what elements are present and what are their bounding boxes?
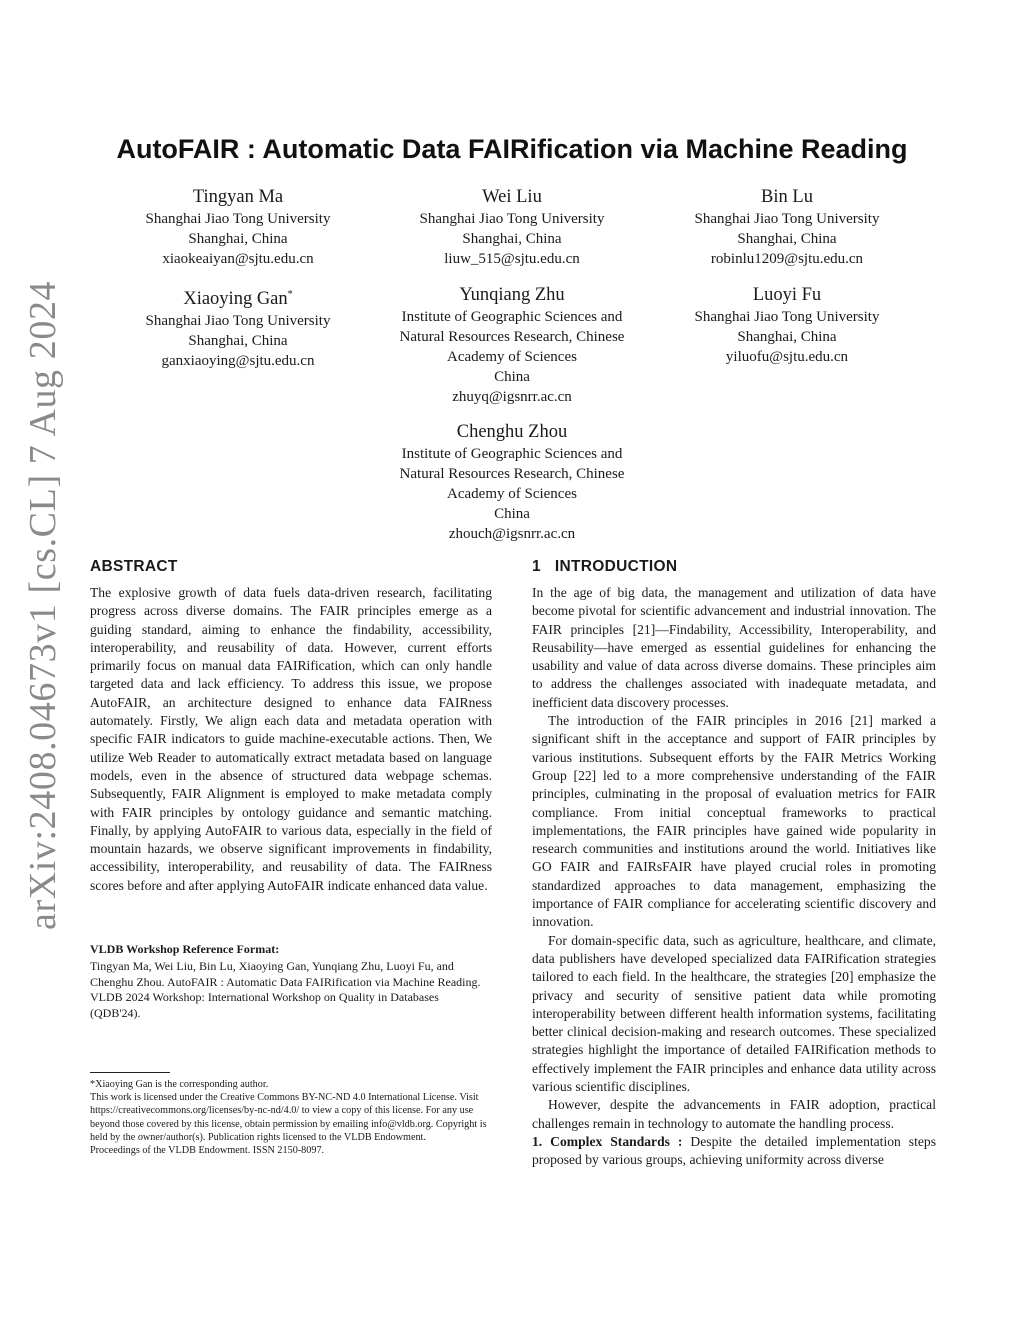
author-location: Shanghai, China xyxy=(188,333,288,350)
author-name: Bin Lu xyxy=(761,187,813,207)
author-location: Shanghai, China xyxy=(462,231,562,247)
author-email: robinlu1209@sjtu.edu.cn xyxy=(710,251,864,267)
author-name: Wei Liu xyxy=(482,187,542,207)
author-name: Tingyan Ma xyxy=(192,187,284,207)
paper-title: AutoFAIR : Automatic Data FAIRification via Machine Reading xyxy=(116,134,908,164)
author-block xyxy=(93,283,383,371)
author-affiliation: Institute of Geographic Sciences and xyxy=(401,309,623,325)
intro-paragraph: In the age of big data, the management and utilization of data have become pivotal for scientific advancement and industrial innovation. The FAIR principles [21]—Findability, Accessibility, Interoperability, and Reusability—have emerged as essential guidelines for enhancing the usability and value of data across diverse domains. These principles aim to address the challenges associated with inadequate metadata, and inefficient data discovery processes. xyxy=(532,585,936,710)
author-block xyxy=(367,420,657,544)
challenge-text: Despite the detailed implementation steps proposed by various groups, achieving uniformity across diverse xyxy=(532,1133,936,1168)
author-location: China xyxy=(494,369,530,385)
intro-paragraph: For domain-specific data, such as agriculture, healthcare, and climate, data publishers have developed specialized data FAIRification strategies tailored to each field. In the healthcare, the strategies [20] emphasize the privacy and security of sensitive patient data while promoting interoperability between different health information systems, facilitating better clinical decision-making and research outcomes. These specialized strategies highlight the importance of detailed FAIRification methods to effectively implement the FAIR principles and enhance data utility across various scientific disciplines. xyxy=(532,932,936,1095)
abstract-heading: ABSTRACT xyxy=(90,558,178,575)
author-block xyxy=(93,185,383,269)
intro-paragraph: The introduction of the FAIR principles in 2016 [21] marked a significant shift in the acceptance and support of FAIR principles by various institutions. Subsequent efforts by the FAIR Metrics Working Group [22] led to a more comprehensive understanding of the FAIR principles, culminating in the proposal of evaluation metrics for FAIR compliance. From initial conceptual frameworks to practical implementations, the FAIR principles have gained wide popularity in research communities and institutions around the world. Initiatives like GO FAIR and FAIRsFAIR have played crucial roles in promoting standardized approaches to data management, emphasizing the importance of FAIR compliance for accelerating scientific discovery and innovation. xyxy=(532,713,936,930)
arxiv-identifier: arXiv:2408.04673v1 [cs.CL] 7 Aug 2024 xyxy=(22,280,64,930)
reference-format-text: Tingyan Ma, Wei Liu, Bin Lu, Xiaoying Gan, Yunqiang Zhu, Luoyi Fu, and Chenghu Zhou. AutoFAIR : Automatic Data FAIRification via Machine Reading. VLDB 2024 Workshop: International Workshop on Quality in Databases (QDB'24). xyxy=(90,959,481,1020)
footnote-proceedings: Proceedings of the VLDB Endowment. ISSN 2150-8097. xyxy=(90,1145,325,1157)
challenge-label: 1. Complex Standards : xyxy=(532,1133,683,1149)
author-name: Chenghu Zhou xyxy=(456,422,568,442)
author-affiliation: Academy of Sciences xyxy=(447,349,577,365)
abstract-text: The explosive growth of data fuels data-driven research, facilitating progress across diverse domains. The FAIR principles emerge as a guiding standard, aiming to enhance the findability, accessibility, interoperability, and reusability of data. However, current efforts primarily focus on manual data FAIRification, which can only handle targeted data and lack efficiency. To address this issue, we propose AutoFAIR, an architecture designed to enhance data FAIRness automately. Firstly, We align each data and metadata operation with specific FAIR indicators to guide machine-executable actions. Then, We utilize Web Reader to automatically extract metadata based on language models, even in the absence of structured data webpage schemas. Subsequently, FAIR Alignment is employed to make metadata comply with FAIR principles by ontology guidance and semantic matching. Finally, by applying AutoFAIR to various data, especially in the field of mountain hazards, we observe significant improvements in findability, accessibility, interoperability, and reusability of data. The FAIRness scores before and after applying AutoFAIR indicate enhanced data value. xyxy=(90,585,492,893)
section-title: INTRODUCTION xyxy=(554,558,678,575)
author-email: zhuyq@igsnrr.ac.cn xyxy=(452,389,572,405)
author-email: ganxiaoying@sjtu.edu.cn xyxy=(161,353,315,370)
author-email: xiaokeaiyan@sjtu.edu.cn xyxy=(162,251,314,267)
author-affiliation: Shanghai Jiao Tong University xyxy=(145,211,331,227)
author-affiliation: Shanghai Jiao Tong University xyxy=(419,211,605,227)
author-affiliation: Institute of Geographic Sciences and xyxy=(401,446,623,462)
footnote-license: This work is licensed under the Creative Commons BY-NC-ND 4.0 International License. Visit https://creativecommons.org/licenses/by-nc-nd/4.0/ to view a copy of this license. For any use beyond those covered by this license, obtain permission by emailing info@vldb.org. Copyright is held by the owner/author(s). Publication rights licensed to the VLDB Endowment. xyxy=(90,1092,487,1143)
author-block xyxy=(367,283,657,407)
author-email: zhouch@igsnrr.ac.cn xyxy=(448,526,576,542)
author-name: Xiaoying Gan* xyxy=(183,289,293,310)
author-block xyxy=(642,185,932,269)
footnote-divider xyxy=(90,1072,170,1073)
author-block xyxy=(642,283,932,367)
author-location: Shanghai, China xyxy=(737,329,837,345)
intro-paragraph: However, despite the advancements in FAIR adoption, practical challenges remain in technology to automate the handling process. xyxy=(532,1097,936,1131)
author-email: yiluofu@sjtu.edu.cn xyxy=(725,349,849,365)
section-number: 1 xyxy=(532,558,541,575)
author-block xyxy=(367,185,657,269)
author-email: liuw_515@sjtu.edu.cn xyxy=(444,251,580,267)
author-affiliation: Shanghai Jiao Tong University xyxy=(694,309,880,325)
introduction-heading xyxy=(532,556,936,578)
author-location: Shanghai, China xyxy=(737,231,837,247)
abstract-section xyxy=(90,556,492,895)
introduction-section xyxy=(532,556,936,1170)
author-affiliation: Natural Resources Research, Chinese xyxy=(399,466,625,482)
author-affiliation: Shanghai Jiao Tong University xyxy=(694,211,880,227)
author-name: Yunqiang Zhu xyxy=(459,285,565,305)
author-affiliation: Shanghai Jiao Tong University xyxy=(145,313,331,330)
author-affiliation: Academy of Sciences xyxy=(447,486,577,502)
author-affiliation: Natural Resources Research, Chinese xyxy=(399,329,625,345)
author-location: Shanghai, China xyxy=(188,231,288,247)
author-name: Luoyi Fu xyxy=(752,285,822,305)
reference-format-heading: VLDB Workshop Reference Format: xyxy=(90,942,280,956)
corresponding-mark: * xyxy=(287,289,293,300)
footnotes xyxy=(90,1078,490,1157)
reference-format xyxy=(90,942,492,1021)
footnote-corresponding: *Xiaoying Gan is the corresponding author. xyxy=(90,1079,269,1090)
intro-paragraph xyxy=(532,1133,936,1170)
author-location: China xyxy=(494,506,530,522)
